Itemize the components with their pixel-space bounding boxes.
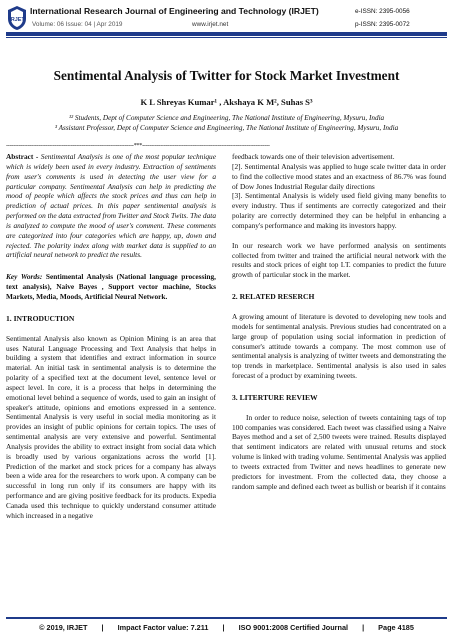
irjet-logo bbox=[6, 5, 28, 31]
intro-text: Sentimental Analysis also known as Opinion Mining is an area that uses Natural Language Processing and Text Analysis that helps in building a system that identifies and extract information in source material. An initial task in sentimental analysis is to determine the polarity of a specified text at the document level, sentence level or aspect level. In core, it is a process that helps in determining the emotional level behind a sequence of words, used to gain an insight of speaker's attitude, opinions and emotions expressed in a sentence. Sentimental Analysis is very useful in social media monitoring as it provides an insight of public opinions for certain topics. The uses of sentimental analysis are very extensive and powerful. Sentimental Analysis provides the ability to extract insight from social data which is broadly used by various organizations across the world [1]. Prediction of the market and stock prices for a company has always been a wide area for the researchers to work upon. A company can be successful in long run only if its consumers are happy with its performance and are giving positive feedback for its products. Expedia Canada used this technique to quickly understand consumer attitude which increased in a negative bbox=[6, 333, 216, 520]
p-issn: p-ISSN: 2395-0072 bbox=[355, 21, 410, 28]
abstract-label: Abstract - bbox=[6, 152, 39, 161]
abstract-text: Sentimental Analysis is one of the most popular technique which is widely been used in every industry. Extraction of sentiments from user's comments is used in detecting the user view for a particular company. Sentimental Analysis can help in predicting the mood of people which affects the stock prices and thus can help in prediction of actual prices. In this paper sentimental analysis is performed on the data extracted from Twitter and Stock Twits. The data is analyzed to compute the mood of user's comment. These comments are categorized into four categories which are happy, up, down and rejected. The polarity index along with market data is supplied to an artificial neural network to predict the results. bbox=[6, 152, 216, 260]
page-footer bbox=[0, 623, 453, 632]
section-separator: -----------------------------------------------------------------------***----------------------------------------------------------------------- bbox=[6, 142, 270, 149]
footer-separator: | bbox=[362, 623, 365, 632]
related-research-heading: 2. RELATED RESERCH bbox=[232, 292, 315, 302]
journal-website: www.irjet.net bbox=[192, 21, 229, 28]
literature-review-text: In order to reduce noise, selection of tweets containing tags of top 100 companies was considered. Each tweet was classified using a Naive Bayes method and a set of 2,500 tweets were trained. Results displayed that sentiment indicators are related with unusual returns and stock volume is linked with trading volume. Sentimental Analysis was applied to tweets extracted from Twitter and news headlines to generate new predictors for investment. From the collected data, they choose a random sample and defined each tweet as bullish or bearish if it contains bbox=[232, 412, 446, 491]
intro-heading: 1. INTRODUCTION bbox=[6, 313, 75, 323]
intro-continued-p4: In our research work we have performed analysis on sentiments collected from twitter and trained the artificial neural network with the results and stock prices of eight top I.T. companies to predict the future growth of particular stock in the market. bbox=[232, 240, 446, 280]
footer-iso: ISO 9001:2008 Certified Journal bbox=[238, 623, 349, 632]
right-column bbox=[232, 152, 446, 491]
footer-impact-factor: Impact Factor value: 7.211 bbox=[117, 623, 209, 632]
left-column bbox=[6, 152, 216, 521]
journal-name: International Research Journal of Engineering and Technology (IRJET) bbox=[30, 6, 319, 16]
affiliations bbox=[20, 113, 433, 133]
footer-separator: | bbox=[101, 623, 104, 632]
affiliation-students: ¹² Students, Dept of Computer Science and Engineering, The National Institute of Engineering, Mysuru, India bbox=[68, 114, 385, 122]
footer-page-number: Page 4185 bbox=[378, 623, 414, 632]
keywords bbox=[6, 272, 216, 302]
intro-continued-p1: feedback towards one of their television advertisement. bbox=[232, 152, 395, 161]
affiliation-professor: ³ Assistant Professor, Dept of Computer Science and Engineering, The National Institute of Engineering, Mysuru, India bbox=[54, 124, 399, 132]
abstract bbox=[6, 152, 216, 260]
keywords-text: Sentimental Analysis (National language processing, text analysis), Naive Bayes , Support vector machine, Stocks Markets, Media, Moods, Artificial Neural Network. bbox=[6, 272, 216, 301]
related-research-text: A growing amount of literature is devoted to developing new tools and models for sentimental analysis. Previous studies had concentrated on a large group of population using social information in prediction of consumer's attitude towards a company. The most common use of sentimental analysis is analyzing of twitter tweets and demonstrating the top trends in marketplace. Sentimental analysis is also used in sales forecast of a product by examining tweets. bbox=[232, 311, 446, 381]
header-rule-thin bbox=[6, 37, 447, 38]
logo-text: IRJET bbox=[9, 17, 25, 23]
footer-copyright: © 2019, IRJET bbox=[39, 623, 88, 632]
e-issn: e-ISSN: 2395-0056 bbox=[355, 8, 410, 15]
intro-continued-p3: [3]. Sentimental Analysis is widely used field giving many benefits to every industry. Thus if sentiments are correctly categorized and their polarity are correctly determined they can be helpful in enhancing a company's performance and making its investors happy. bbox=[232, 191, 446, 230]
volume-issue: Volume: 06 Issue: 04 | Apr 2019 bbox=[32, 21, 123, 28]
footer-rule bbox=[6, 617, 447, 619]
header-rule bbox=[6, 32, 447, 36]
footer-separator: | bbox=[222, 623, 225, 632]
literature-review-heading: 3. LITERTURE REVIEW bbox=[232, 392, 318, 402]
keywords-label: Key Words: bbox=[6, 272, 43, 282]
intro-continued-p2: [2]. Sentimental Analysis was applied to huge scale twitter data in order to find the collective mood states and an exactness of 86.7% was found of Dow Jones Industrial Regular daily directions bbox=[232, 161, 446, 191]
paper-authors: K L Shreyas Kumar¹ , Akshaya K M², Suhas S³ bbox=[140, 97, 313, 107]
paper-title: Sentimental Analysis of Twitter for Stock Market Investment bbox=[53, 68, 400, 83]
